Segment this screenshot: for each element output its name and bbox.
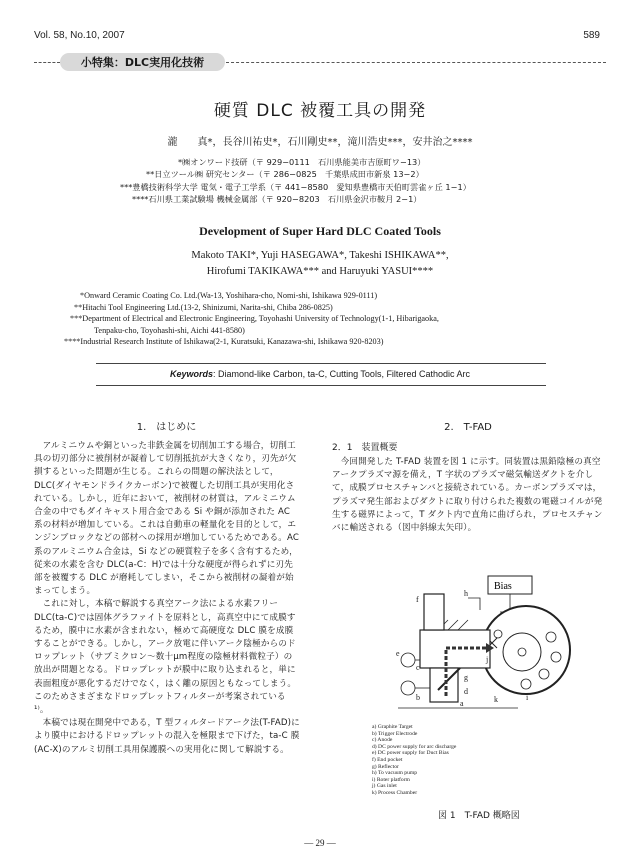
legend-item: j) Gas inlet (372, 783, 397, 790)
affiliations-english (64, 290, 624, 348)
label-f: f (416, 595, 419, 604)
bias-label: Bias (494, 581, 512, 592)
title-english: Development of Super Hard DLC Coated Tools (199, 224, 441, 238)
page-number: 589 (583, 30, 600, 41)
affiliation-en: ***Department of Electrical and Electronic Engineering, Toyohashi University of Technology(1-1, Hibarigaoka, (70, 314, 439, 324)
keywords-label: Keywords (170, 369, 214, 379)
affiliation-jp: *㈱オンワード技研（〒 929−0111 石川県能美市吉原町ワ−13） (178, 157, 426, 167)
affiliation-en: *Onward Ceramic Coating Co. Ltd.(Wa-13, Yoshihara-cho, Nomi-shi, Ishikawa 929-0111) (80, 291, 378, 300)
label-a: a (460, 699, 464, 708)
paragraph: アルミニウムや銅といった非鉄金属を切削加工する場合，切削工具の切刃部分に被削材が凝着して切削抵抗が大きくなり，刃先が欠損するといった問題が生じる。これらの問題の解決法として，DLC(ダイヤモンドライクカーボン)で被覆した切削工具が実用化されている。しかし，近年において，被削材の材質は，アルミニウム合金の中でもダイキャスト用合金である Si や銅が添加された AC 系の材料が増加している。これは自動車の軽量化を目的として，エンジンブロックなどの部材への採用が増加しているためである。AC 系のアルミニウム合金は，Si などの硬質粒子を多く含有するため，従来の水素を含む DLC(a-C：H)では十分な硬度が得られずに刃先部を被覆する DLC が磨耗してしまい，そこから被削材の凝着が始まってしまう。 (34, 441, 299, 597)
label-e: e (396, 649, 400, 658)
figure-caption: 図 1 T-FAD 概略図 (438, 811, 520, 821)
paragraph: これに対し，本稿で解説する真空アーク法による水素フリーDLC(ta-C)では固体グラファイトを原料とし，高真空中にて成膜するため，膜中に水素が含まれない，極めて高硬度な DLC 膜を成膜することができる。しかし，アーク放電に伴いアーク陰極からのドロップレット（サブミクロン〜数十μm程度の陰極材料微粒子）の放出が問題となる。ドロップレットが膜中に取り込まれると，単に表面粗度が悪化するだけでなく，はく離の原因ともなってしまう。このためさまざまなドロップレットフィルターが考案されている¹⁾。 (34, 599, 297, 716)
duct-power-supply (401, 653, 415, 667)
header-rule-right (226, 62, 606, 63)
figure-1 (368, 572, 608, 712)
label-k: k (494, 695, 498, 704)
header-rule-left (34, 62, 60, 63)
affiliation-en: Tenpaku-cho, Toyohashi-shi, Aichi 441-8580) (94, 325, 245, 335)
legend-item: c) Anode (372, 737, 393, 744)
title-japanese: 硬質 DLC 被覆工具の開発 (213, 101, 427, 121)
legend-item: f) End pocket (372, 756, 403, 763)
legend-item: a) Graphite Target (372, 724, 413, 730)
section-2-1-heading: 2．1 装置概要 (332, 443, 398, 453)
keywords-rule-bottom (96, 385, 546, 386)
authors-english-2: Hirofumi TAKIKAWA*** and Haruyuki YASUI**** (206, 266, 434, 277)
special-feature-label: 小特集：DLC実用化技術 (60, 53, 225, 71)
section-1-body (34, 440, 300, 757)
end-pocket (424, 594, 444, 630)
legend-item: i) Roter platform (372, 776, 410, 783)
duct-hatch (448, 620, 458, 630)
pump-wire (468, 598, 480, 610)
keywords (0, 369, 640, 379)
process-chamber (482, 606, 570, 694)
affiliations-japanese (120, 156, 620, 206)
label-j: j (486, 655, 489, 664)
journal-info: Vol. 58, No.10, 2007 (34, 30, 125, 41)
label-b: b (416, 693, 420, 702)
keywords-rule-top (96, 363, 546, 364)
legend-item: k) Process Chamber (372, 789, 418, 796)
legend-item: d) DC power supply for arc discharge (372, 743, 457, 750)
t-fad-schematic (368, 572, 608, 712)
authors-japanese: 瀧 真*，長谷川祐史*，石川剛史**，滝川浩史***，安井治之**** (167, 137, 473, 148)
duct-hatch (458, 620, 468, 630)
affiliation-en: **Hitachi Tool Engineering Ltd.(13-2, Shinizumi, Narita-shi, Chiba 286-0825) (74, 302, 333, 312)
legend-item: h) To vacuum pump (372, 770, 418, 777)
legend-item: e) DC power supply for Duct Bias (372, 750, 449, 757)
arc-power-supply (401, 681, 415, 695)
paragraph: 本稿では現在開発中である，T 型フィルタードアーク法(T-FAD)により膜中におけるドロップレットの混入を極限まで下げた，ta-C 膜(AC-X)のアルミ切削工具用保護膜への実用化に関して解説する。 (34, 718, 300, 755)
label-c: c (416, 663, 420, 672)
section-1-heading: 1. はじめに (136, 422, 197, 433)
affiliation-en: ****Industrial Research Institute of Ishikawa(2-1, Kuratsuki, Kanazawa-shi, Ishikawa 920-8203) (64, 337, 384, 347)
label-d: d (464, 687, 468, 696)
affiliation-jp: **日立ツール㈱ 研究センター（〒 286−0825 千葉県成田市新泉 13−2） (146, 169, 424, 180)
authors-english-1: Makoto TAKI*, Yuji HASEGAWA*, Takeshi ISHIKAWA**, (191, 250, 449, 261)
label-g: g (464, 673, 468, 682)
paragraph: 今回開発した T-FAD 装置を図 1 に示す。同装置は黒鉛陰極の真空アークプラズマ源を備え，T 字状のプラズマ磁気輸送ダクトを介して，成膜プロセスチャンバと接続されている。カーボンプラズマは，プラズマ発生部およびダクトに取り付けられた複数の電磁コイルが発生する磁界によって，T ダクト内で直角に曲げられ，プロセスチャンバに輸送される（図中斜線太矢印）。 (332, 457, 603, 534)
label-h: h (464, 589, 468, 598)
legend-item: g) Reflector (372, 763, 399, 770)
section-2-1-body (332, 456, 606, 535)
legend-item: b) Trigger Electrode (372, 730, 418, 737)
footer-page-number: — 29 — (304, 838, 336, 848)
label-i: i (526, 693, 529, 702)
figure-legend (372, 724, 542, 797)
keywords-text: : Diamond-like Carbon, ta-C, Cutting Tools, Filtered Cathodic Arc (213, 369, 470, 379)
affiliation-jp: ****石川県工業試験場 機械金属部（〒 920−8203 石川県金沢市鞍月 2−1） (132, 194, 422, 205)
section-2-heading: 2. T-FAD (444, 422, 492, 433)
affiliation-jp: ***豊橋技術科学大学 電気・電子工学系（〒 441−8580 愛知県豊橋市天伯町雲雀ヶ丘 1−1） (120, 181, 471, 192)
